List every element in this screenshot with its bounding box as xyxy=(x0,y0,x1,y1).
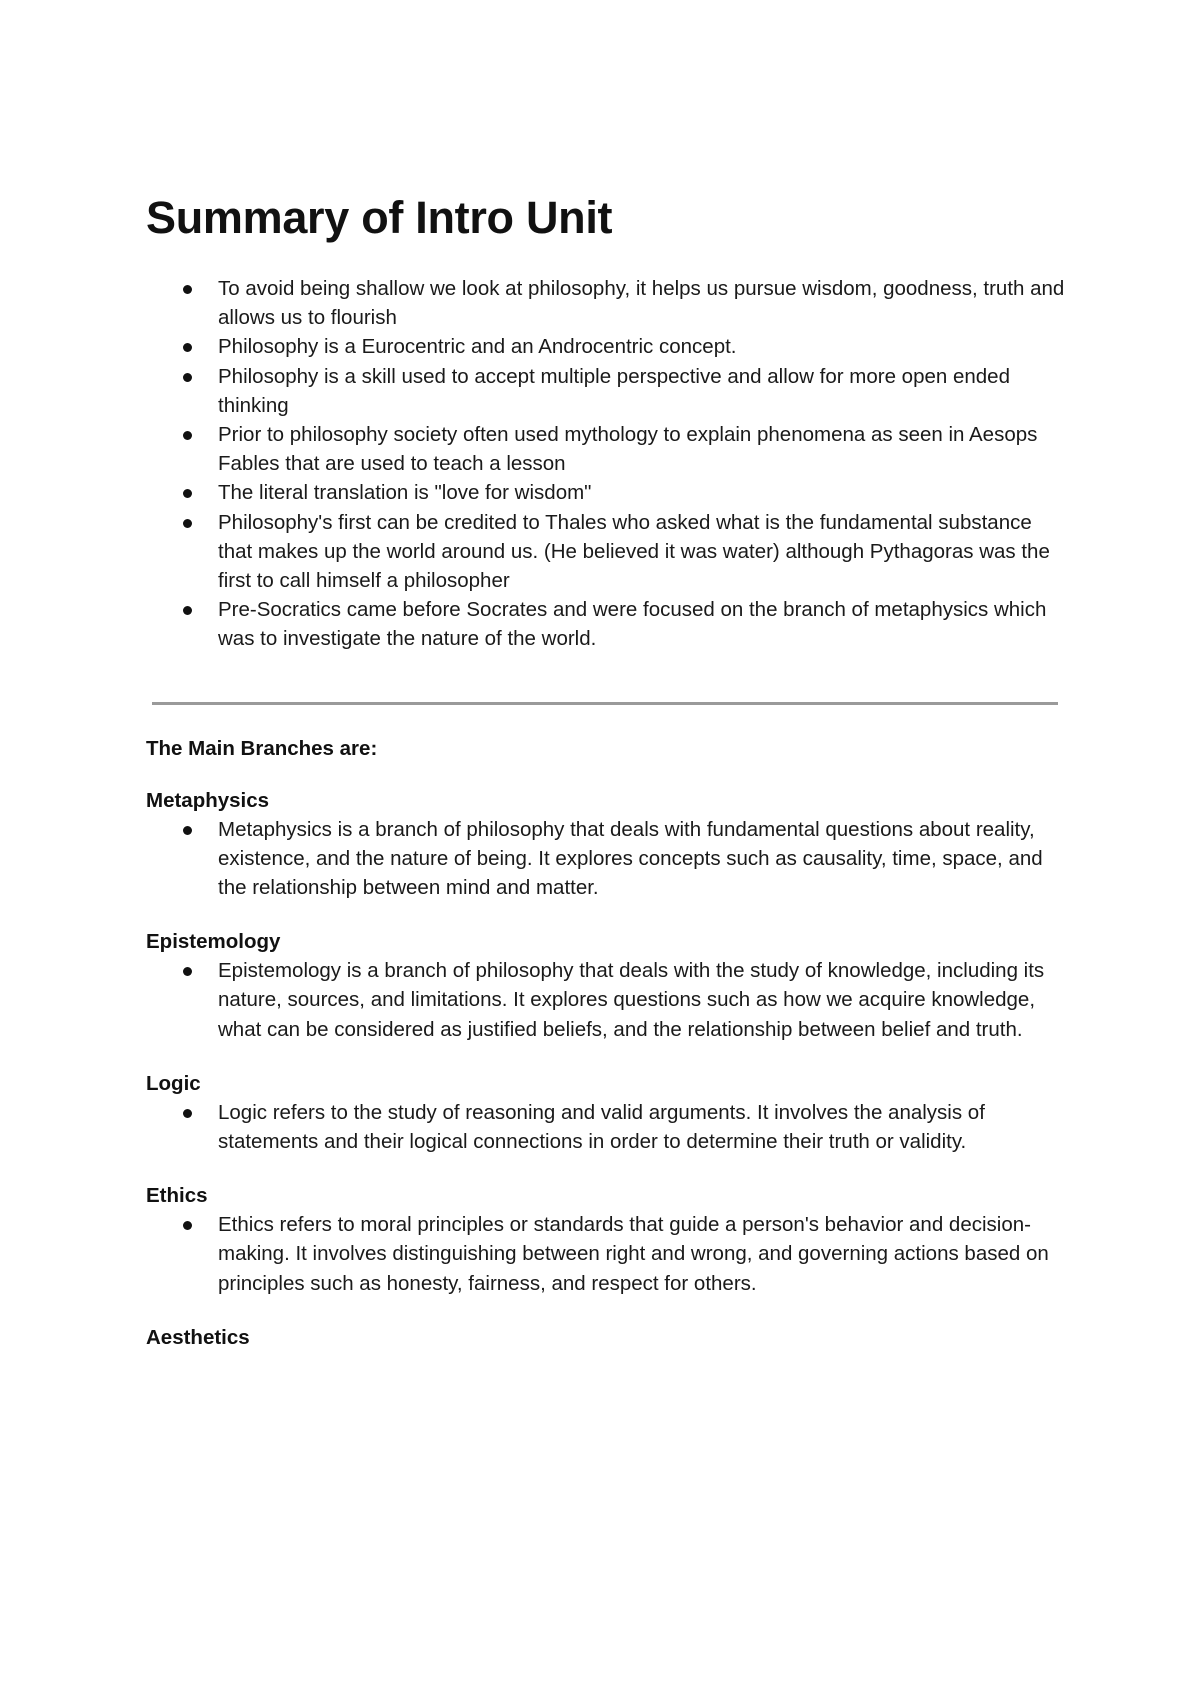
list-item-text: Ethics refers to moral principles or standards that guide a person's behavior and decision-making. It involves distinguishing between right and wrong, and governing actions based on principles such as honesty, fairness, and respect for others. xyxy=(218,1213,1049,1295)
main-branches-heading: The Main Branches are: xyxy=(146,736,378,760)
list-item xyxy=(218,508,1066,596)
bullet-icon xyxy=(183,519,192,528)
list-item xyxy=(218,420,1066,478)
intro-bullet-list xyxy=(146,274,1066,654)
horizontal-rule xyxy=(152,702,1058,705)
branch-heading-epistemology: Epistemology xyxy=(146,930,281,954)
list-item-text: Epistemology is a branch of philosophy that deals with the study of knowledge, including its nature, sources, and limitations. It explores questions such as how we acquire knowledge, what can be considered as justified beliefs, and the relationship between belief and truth. xyxy=(218,959,1045,1041)
document-content xyxy=(146,190,1066,1352)
list-item xyxy=(218,1098,1066,1156)
list-item-text: Prior to philosophy society often used mythology to explain phenomena as seen in Aesops Fables that are used to teach a lesson xyxy=(218,423,1038,476)
list-item-text: Metaphysics is a branch of philosophy that deals with fundamental questions about reality, existence, and the nature of being. It explores concepts such as causality, time, space, and the relationship between mind and matter. xyxy=(218,817,1043,900)
document-title: Summary of Intro Unit xyxy=(146,192,613,243)
bullet-icon xyxy=(183,826,192,835)
bullet-icon xyxy=(183,373,192,382)
list-item xyxy=(218,815,1066,903)
bullet-icon xyxy=(183,1221,192,1230)
list-item xyxy=(218,362,1066,420)
list-item xyxy=(218,332,1066,361)
branch-heading-ethics: Ethics xyxy=(146,1184,208,1208)
branch-heading-aesthetics: Aesthetics xyxy=(146,1325,250,1349)
list-item-text: Philosophy is a Eurocentric and an Androcentric concept. xyxy=(218,335,737,359)
bullet-icon xyxy=(183,967,192,976)
bullet-icon xyxy=(183,1109,192,1118)
bullet-icon xyxy=(183,606,192,615)
list-item xyxy=(218,956,1066,1044)
list-item xyxy=(218,1210,1066,1298)
bullet-icon xyxy=(183,489,192,498)
metaphysics-bullet-list xyxy=(146,815,1066,903)
ethics-bullet-list xyxy=(146,1210,1066,1298)
list-item xyxy=(218,595,1066,653)
epistemology-bullet-list xyxy=(146,956,1066,1044)
list-item-text: Logic refers to the study of reasoning and valid arguments. It involves the analysis of statements and their logical connections in order to determine their truth or validity. xyxy=(218,1100,985,1154)
list-item-text: Pre-Socratics came before Socrates and were focused on the branch of metaphysics which was to investigate the nature of the world. xyxy=(218,598,1047,651)
list-item-text: The literal translation is "love for wisdom" xyxy=(218,481,592,505)
list-item-text: Philosophy is a skill used to accept multiple perspective and allow for more open ended thinking xyxy=(218,364,1010,417)
list-item xyxy=(218,274,1066,332)
branch-heading-metaphysics: Metaphysics xyxy=(146,788,270,812)
bullet-icon xyxy=(183,285,192,294)
logic-bullet-list xyxy=(146,1098,1066,1156)
list-item xyxy=(218,478,1066,507)
bullet-icon xyxy=(183,431,192,440)
list-item-text: To avoid being shallow we look at philosophy, it helps us pursue wisdom, goodness, truth and allows us to flourish xyxy=(218,277,1065,330)
list-item-text: Philosophy's first can be credited to Thales who asked what is the fundamental substance that makes up the world around us. (He believed it was water) although Pythagoras was the first to call himself a philosopher xyxy=(218,510,1050,593)
branch-heading-logic: Logic xyxy=(146,1071,201,1095)
bullet-icon xyxy=(183,343,192,352)
